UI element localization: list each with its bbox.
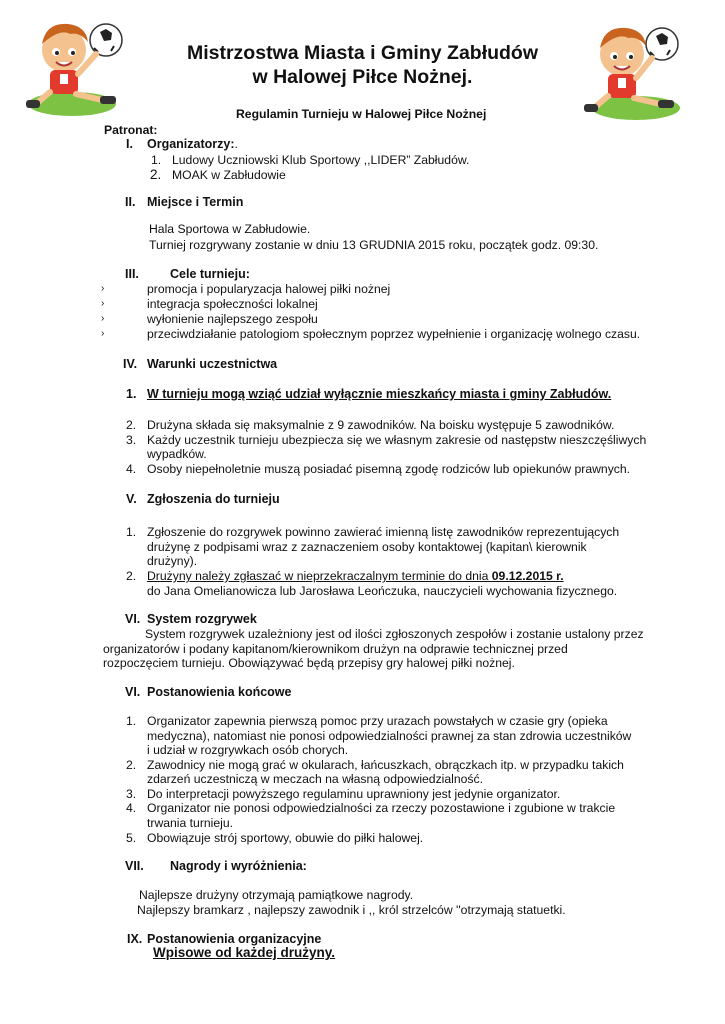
reg-2-line-1 (147, 569, 564, 583)
final-2-number: 2. (126, 758, 137, 772)
section-9-number: IX. (127, 932, 143, 946)
final-3: Do interpretacji powyższego regulaminu uprawniony jest jedynie organizator. (147, 787, 561, 801)
final-5-number: 5. (126, 831, 137, 845)
section-3-title: Cele turnieju: (170, 267, 250, 281)
title-line-2: w Halowej Piłce Nożnej. (252, 66, 473, 88)
cond-2: Drużyna składa się maksymalnie z 9 zawodników. Na boisku występuje 5 zawodników. (147, 418, 615, 432)
section-8-number: VII. (125, 859, 144, 873)
final-1-line-2: medyczna), natomiast nie ponosi odpowiedzialności prawnej za stan zdrowia uczestników (147, 729, 632, 743)
goal-3: wyłonienie najlepszego zespołu (147, 312, 318, 326)
final-5: Obowiązuje strój sportowy, obuwie do piłki halowej. (147, 831, 424, 845)
section-5-title: Zgłoszenia do turnieju (147, 492, 280, 506)
final-1-line-1: Organizator zapewnia pierwszą pomoc przy urazach powstałych w czasie gry (opieka (147, 714, 608, 728)
patronat-label: Patronat: (104, 123, 158, 137)
awards-line-2: Najlepszy bramkarz , najlepszy zawodnik i ,, król strzelców ''otrzymają statuetki. (137, 903, 566, 917)
section-9-title: Postanowienia organizacyjne (147, 932, 322, 946)
reg-2-deadline-date: 09.12.2015 r. (491, 569, 564, 583)
awards-line-1: Najlepsze drużyny otrzymają pamiątkowe nagrody. (139, 888, 414, 902)
cond-3-line-1: Każdy uczestnik turnieju ubezpiecza się we własnym zakresie od następstw nieszczęśliwych (147, 433, 647, 447)
final-3-number: 3. (126, 787, 137, 801)
cond-1-number: 1. (126, 387, 137, 401)
section-3-number: III. (125, 267, 139, 281)
section-7-number: VI. (125, 685, 141, 699)
cond-2-number: 2. (126, 418, 137, 432)
bullet-3: › (101, 313, 105, 324)
final-1-number: 1. (126, 714, 137, 728)
section-4-number: IV. (123, 357, 138, 371)
system-line-3: rozpoczęciem turnieju. Obowiązywać będą przepisy gry halowej piłki nożnej. (103, 656, 515, 670)
system-line-1: System rozgrywek uzależniony jest od ilości zgłoszonych zespołów i zostanie ustalony przez (145, 627, 644, 641)
document-subtitle: Regulamin Turnieju w Halowej Piłce Nożnej (236, 107, 487, 121)
cond-3-number: 3. (126, 433, 137, 447)
final-1-line-3: i udział w rozgrywkach osób chorych. (147, 743, 349, 757)
final-4-line-2: trwania turnieju. (147, 816, 234, 830)
final-4-number: 4. (126, 801, 137, 815)
org-item-2-number: 2. (150, 167, 162, 182)
final-2-line-2: zdarzeń uczestniczą w meczach na własną odpowiedzialność. (147, 772, 484, 786)
cond-1: W turnieju mogą wziąć udział wyłącznie mieszkańcy miasta i gminy Zabłudów. (147, 387, 612, 401)
reg-1-line-1: Zgłoszenie do rozgrywek powinno zawierać imienną listę zawodników reprezentujących (147, 525, 620, 539)
reg-2-number: 2. (126, 569, 137, 583)
goal-1: promocja i popularyzacja halowej piłki nożnej (147, 282, 391, 296)
section-4-title: Warunki uczestnictwa (147, 357, 278, 371)
section-2-number: II. (125, 195, 136, 209)
section-1-title: Organizatorzy: (147, 137, 235, 151)
cond-3-line-2: wypadków. (147, 447, 207, 461)
section-5-number: V. (126, 492, 137, 506)
section-2-title: Miejsce i Termin (147, 195, 244, 209)
cond-4-number: 4. (126, 462, 137, 476)
section-1-heading (147, 137, 238, 151)
reg-2-line-2: do Jana Omelianowicza lub Jarosława Leończuka, nauczycieli wychowania fizycznego. (147, 584, 618, 598)
org-item-2: MOAK w Zabłudowie (172, 168, 286, 182)
org-item-1: Ludowy Uczniowski Klub Sportowy ,,LIDER” Zabłudów. (172, 153, 470, 167)
system-line-2: organizatorów i podany kapitanom/kierownikom drużyn na odprawie technicznej przed (103, 642, 568, 656)
reg-1-number: 1. (126, 525, 137, 539)
org-item-1-number: 1. (151, 153, 162, 167)
bullet-4: › (101, 328, 105, 339)
reg-1-line-3: drużyny). (147, 554, 198, 568)
goal-4: przeciwdziałanie patologiom społecznym poprzez wypełnienie i organizację wolnego czasu. (147, 327, 641, 341)
section-8-title: Nagrody i wyróżnienia: (170, 859, 307, 873)
reg-1-line-2: drużynę z podpisami wraz z zaznaczeniem osoby kontaktowej (kapitan\ kierownik (147, 540, 587, 554)
section-1-title-tail: . (234, 137, 238, 151)
section-6-title: System rozgrywek (147, 612, 257, 626)
section-6-number: VI. (125, 612, 141, 626)
section-7-title: Postanowienia końcowe (147, 685, 292, 699)
bullet-2: › (101, 298, 105, 309)
final-2-line-1: Zawodnicy nie mogą grać w okularach, łańcuszkach, obrączkach itp. w przypadku takich (147, 758, 624, 772)
final-4-line-1: Organizator nie ponosi odpowiedzialności za rzeczy pozostawione i zgubione w trakcie (147, 801, 616, 815)
title-line-1: Mistrzostwa Miasta i Gminy Zabłudów (186, 42, 539, 64)
goal-2: integracja społeczności lokalnej (147, 297, 318, 311)
venue-text: Hala Sportowa w Zabłudowie. (149, 222, 311, 236)
reg-2-deadline-text: Drużyny należy zgłaszać w nieprzekraczalnym terminie do dnia (147, 569, 492, 583)
date-text: Turniej rozgrywany zostanie w dniu 13 GRUDNIA 2015 roku, początek godz. 09:30. (149, 238, 599, 252)
cond-4: Osoby niepełnoletnie muszą posiadać pisemną zgodę rodziców lub opiekunów prawnych. (147, 462, 631, 476)
bullet-1: › (101, 283, 105, 294)
entry-fee-heading: Wpisowe od każdej drużyny. (153, 945, 336, 960)
section-1-number: I. (126, 137, 133, 151)
